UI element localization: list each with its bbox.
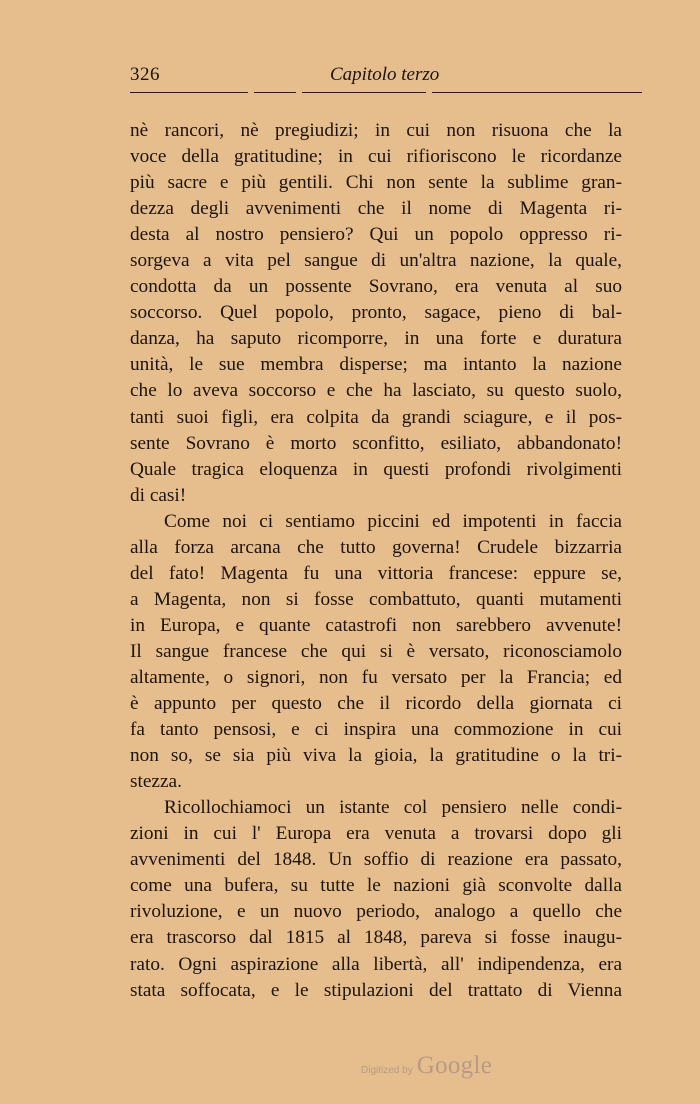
text-line: sorgeva a vita pel sangue di un'altra nazione, la quale, [130, 250, 622, 272]
text-line: unità, le sue membra disperse; ma intanto la nazione [130, 354, 622, 376]
header-rule-gap [248, 90, 254, 96]
text-line: voce della gratitudine; in cui rifioriscono le ricordanze [130, 146, 622, 168]
page-number: 326 [130, 64, 160, 85]
text-line: non so, se sia più viva la gioia, la gratitudine o la tri- [130, 745, 622, 767]
text-line: alla forza arcana che tutto governa! Crudele bizzarria [130, 536, 622, 558]
header-rule-gap [426, 90, 432, 96]
text-line: zioni in cui l' Europa era venuta a trovarsi dopo gli [130, 823, 622, 845]
text-line: di casi! [130, 484, 187, 506]
header-rule-gap [296, 90, 302, 96]
text-line: sente Sovrano è morto sconfitto, esiliato, abbandonato! [130, 432, 622, 454]
google-watermark [361, 1052, 492, 1084]
text-line: altamente, o signori, non fu versato per la Francia; ed [130, 666, 622, 688]
text-line: Il sangue francese che qui si è versato, riconosciamolo [130, 640, 622, 662]
body-text [130, 118, 622, 1004]
text-line: è appunto per questo che il ricordo della giornata ci [130, 693, 622, 715]
text-line: danza, ha saputo ricomporre, in una forte e duratura [130, 328, 622, 350]
text-line: più sacre e più gentili. Chi non sente la sublime gran- [130, 172, 622, 194]
running-header [130, 64, 642, 92]
text-line: condotta da un possente Sovrano, era venuta al suo [130, 276, 622, 298]
google-logo-text: Google [416, 1052, 493, 1079]
text-line: dezza degli avvenimenti che il nome di Magenta ri- [130, 198, 622, 220]
text-line: rivoluzione, e un nuovo periodo, analogo a quello che [130, 901, 622, 923]
text-line: nè rancori, nè pregiudizi; in cui non risuona che la [130, 120, 622, 141]
text-line: Come noi ci sentiamo piccini ed impotenti in faccia [164, 510, 622, 532]
text-line: in Europa, e quante catastrofi non sarebbero avvenute! [130, 614, 622, 636]
text-line: soccorso. Quel popolo, pronto, sagace, pieno di bal- [130, 302, 622, 324]
text-line: come una bufera, su tutte le nazioni già sconvolte dalla [130, 875, 622, 897]
text-line: tanti suoi figli, era colpita da grandi sciagure, e il pos- [130, 406, 622, 428]
text-line: fa tanto pensosi, e ci inspira una commozione in cui [130, 719, 622, 741]
text-line: stata soffocata, e le stipulazioni del trattato di Vienna [130, 979, 622, 1001]
text-line: del fato! Magenta fu una vittoria francese: eppure se, [130, 562, 622, 584]
text-line: era trascorso dal 1815 al 1848, pareva si fosse inaugu- [130, 927, 622, 949]
text-line: che lo aveva soccorso e che ha lasciato, su questo suolo, [130, 380, 622, 402]
text-line: a Magenta, non si fosse combattuto, quanti mutamenti [130, 588, 622, 610]
text-line: rato. Ogni aspirazione alla libertà, all' indipendenza, era [130, 953, 622, 975]
text-line: Quale tragica eloquenza in questi profondi rivolgimenti [130, 458, 622, 480]
text-line: avvenimenti del 1848. Un soffio di reazione era passato, [130, 849, 622, 871]
text-line: desta al nostro pensiero? Qui un popolo oppresso ri- [130, 224, 622, 246]
text-line: Ricollochiamoci un istante col pensiero nelle condi- [164, 797, 622, 819]
text-line: stezza. [130, 771, 182, 793]
header-rule [130, 92, 642, 93]
running-title: Capitolo terzo [330, 64, 440, 85]
watermark-prefix: Digitized by [361, 1065, 413, 1076]
